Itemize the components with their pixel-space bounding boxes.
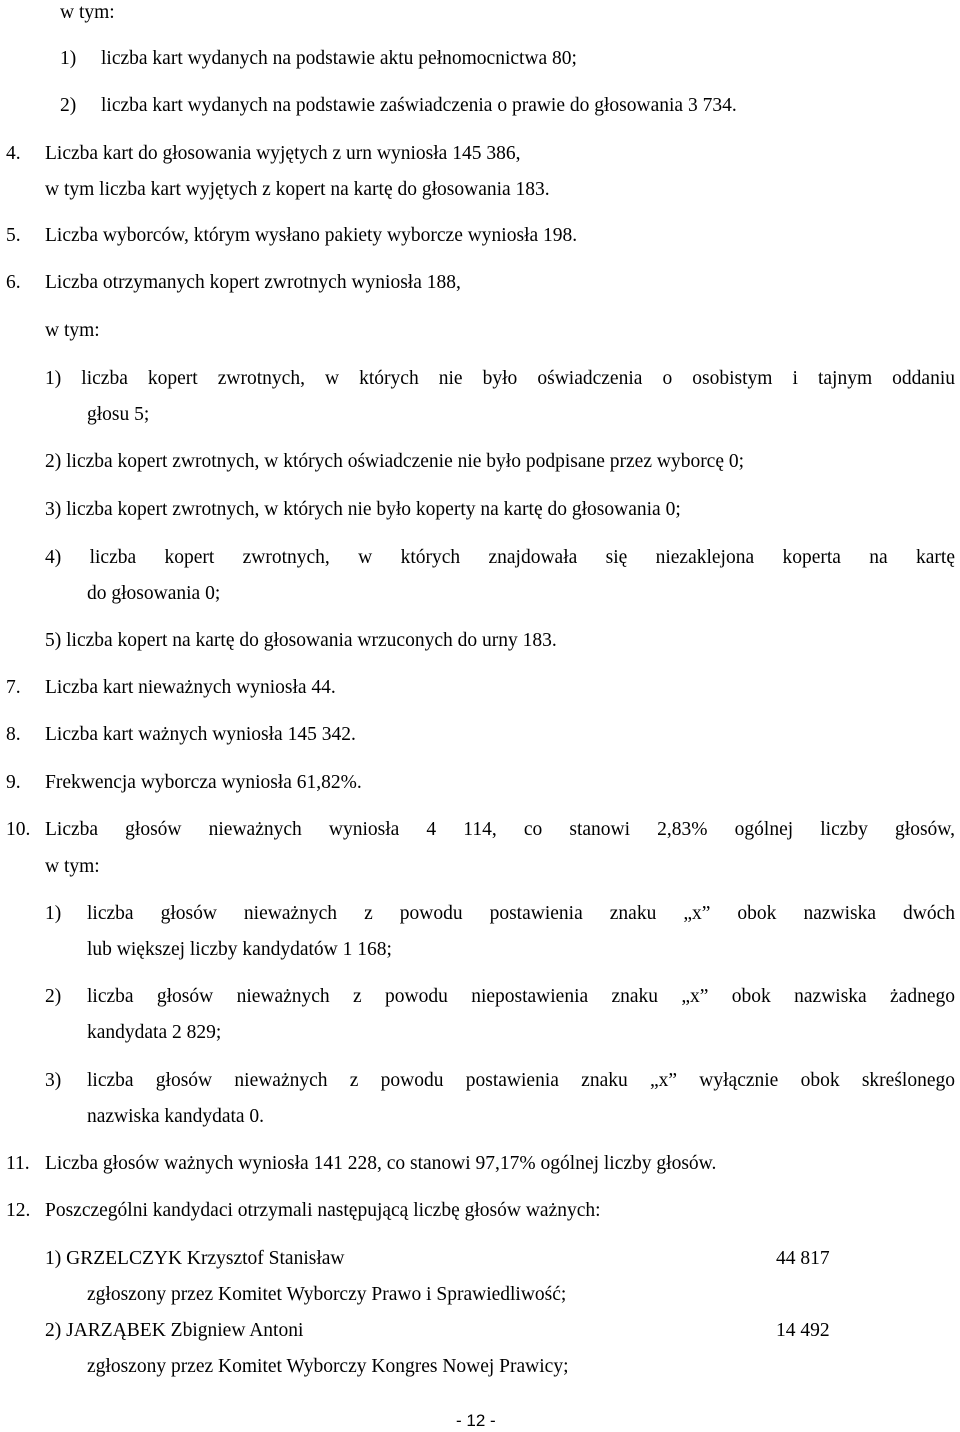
- list-item-text: lub większej liczby kandydatów 1 168;: [87, 939, 392, 960]
- list-item-text: liczba głosów nieważnych z powodu postawienia znaku „x” wyłącznie obok skreślonego: [87, 1070, 955, 1091]
- list-item-text: 3) liczba kopert zwrotnych, w których nie było koperty na kartę do głosowania 0;: [45, 499, 681, 520]
- list-item-text: 2) liczba kopert zwrotnych, w których oświadczenie nie było podpisane przez wyborcę 0;: [45, 451, 745, 472]
- section-text: Poszczególni kandydaci otrzymali następującą liczbę głosów ważnych:: [45, 1200, 601, 1221]
- list-item-text: liczba głosów nieważnych z powodu postawienia znaku „x” obok nazwiska dwóch: [87, 903, 955, 924]
- list-item-number: 1): [45, 903, 62, 924]
- list-item-number: 2): [45, 986, 62, 1007]
- section-number: 5.: [6, 225, 21, 246]
- section-number: 6.: [6, 272, 21, 293]
- candidate-committee: zgłoszony przez Komitet Wyborczy Kongres Nowej Prawicy;: [87, 1356, 569, 1377]
- section-number: 10.: [6, 819, 31, 840]
- section-number: 4.: [6, 143, 21, 164]
- candidate-votes: 44 817: [776, 1248, 830, 1269]
- list-item-text: 1) liczba kopert zwrotnych, w których nie było oświadczenia o osobistym i tajnym oddaniu: [45, 368, 955, 389]
- section-text: Liczba kart ważnych wyniosła 145 342.: [45, 724, 356, 745]
- section-number: 11.: [6, 1153, 30, 1174]
- list-item-text: 5) liczba kopert na kartę do głosowania wrzuconych do urny 183.: [45, 630, 557, 651]
- list-item-number: 2): [60, 95, 77, 116]
- candidate-name: 1) GRZELCZYK Krzysztof Stanisław: [45, 1248, 345, 1269]
- candidate-votes: 14 492: [776, 1320, 830, 1341]
- section-text: Liczba głosów ważnych wyniosła 141 228, co stanowi 97,17% ogólnej liczby głosów.: [45, 1153, 717, 1174]
- list-item-number: 3): [45, 1070, 62, 1091]
- list-item-number: 1): [60, 48, 77, 69]
- section-text: w tym:: [45, 856, 100, 877]
- list-item-text: kandydata 2 829;: [87, 1022, 222, 1043]
- list-item-text: do głosowania 0;: [87, 583, 221, 604]
- section-text: Liczba kart nieważnych wyniosła 44.: [45, 677, 336, 698]
- candidate-name: 2) JARZĄBEK Zbigniew Antoni: [45, 1320, 304, 1341]
- section-text: Liczba wyborców, którym wysłano pakiety wyborcze wyniosła 198.: [45, 225, 578, 246]
- intro-w-tym: w tym:: [60, 2, 115, 23]
- section-text: Liczba otrzymanych kopert zwrotnych wyniosła 188,: [45, 272, 461, 293]
- list-item-text: nazwiska kandydata 0.: [87, 1106, 265, 1127]
- list-item-text: liczba kart wydanych na podstawie zaświadczenia o prawie do głosowania 3 734.: [101, 95, 737, 116]
- list-item-text: głosu 5;: [87, 404, 150, 425]
- section-text: Liczba kart do głosowania wyjętych z urn wyniosła 145 386,: [45, 143, 521, 164]
- subsection-w-tym: w tym:: [45, 320, 100, 341]
- list-item-text: 4) liczba kopert zwrotnych, w których znajdowała się niezaklejona koperta na kartę: [45, 547, 955, 568]
- section-text: Liczba głosów nieważnych wyniosła 4 114, co stanowi 2,83% ogólnej liczby głosów,: [45, 819, 955, 840]
- list-item-text: liczba głosów nieważnych z powodu niepostawienia znaku „x” obok nazwiska żadnego: [87, 986, 955, 1007]
- section-number: 7.: [6, 677, 21, 698]
- candidate-committee: zgłoszony przez Komitet Wyborczy Prawo i Sprawiedliwość;: [87, 1284, 567, 1305]
- section-number: 9.: [6, 772, 21, 793]
- section-number: 12.: [6, 1200, 31, 1221]
- section-number: 8.: [6, 724, 21, 745]
- section-text: w tym liczba kart wyjętych z kopert na kartę do głosowania 183.: [45, 179, 550, 200]
- list-item-text: liczba kart wydanych na podstawie aktu pełnomocnictwa 80;: [101, 48, 577, 69]
- section-text: Frekwencja wyborcza wyniosła 61,82%.: [45, 772, 362, 793]
- page-number: - 12 -: [456, 1411, 496, 1430]
